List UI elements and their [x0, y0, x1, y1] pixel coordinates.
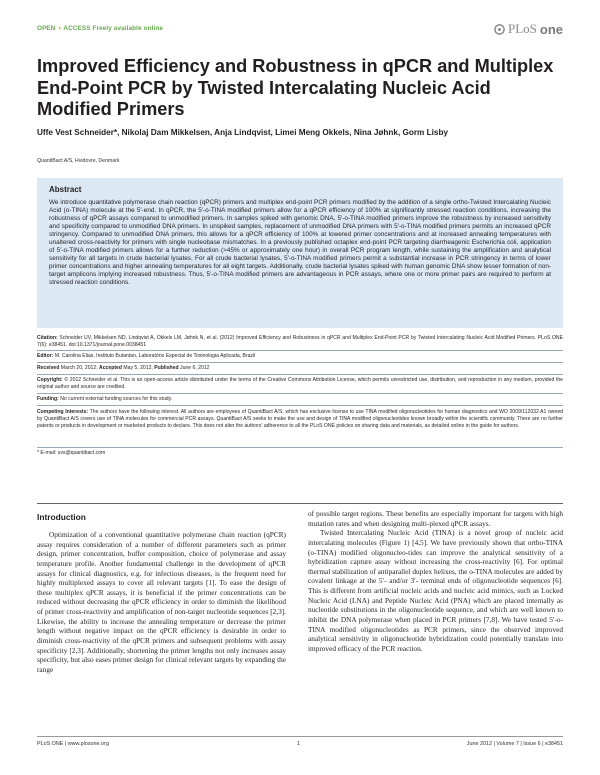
introduction-right-column: [308, 509, 563, 653]
abstract-box: [37, 178, 563, 328]
dates-line: [37, 365, 563, 372]
accepted-date: May 5, 2012;: [123, 365, 153, 371]
open-access-lock-icon: ◖: [57, 25, 62, 32]
introduction-left-column: Optimization of a conventional quantitative polymerase chain reaction (qPCR) assay requires consideration of a number of different parameters such as primer design, primer concentration, buffer composition, choice of polymerase and assay temperature profile. Another fundamental challenge in the development of qPCR assays for clinical diagnostics, e.g. for infectious diseases, is the frequent need for highly multiplexed assays to cover all relevant targets [1]. To ease the design of these multiplex qPCR assays, it is beneficial if the primer concentrations can be reduced without decreasing the qPCR efficiency in order to diminish the likelihood of primer cross-reactivity and amplification of non-target nucleotide sequences [2,3]. Likewise, the ability to increase the annealing temperature or decrease the primer length without negative impact on the qPCR efficiency is desirable in order to diminish cross-reactivity of the qPCR primers and subsequent problems with assay specificity [2,3]. Additionally, shortening the primer lengths not only increases assay specificity, but also eases primer design for clinical relevant targets by expanding the range: [37, 530, 286, 674]
editor-text: M. Carolina Elias, Instituto Butantan, Laboratório Especial de Toxinologia Aplicada, Brazil: [54, 353, 256, 359]
editor-label: Editor:: [37, 353, 54, 359]
accepted-label: Accepted: [99, 365, 122, 371]
meta-divider: [37, 405, 563, 406]
logo-one-text: one: [539, 21, 563, 37]
introduction-heading: Introduction: [37, 512, 86, 522]
abstract-text: We introduce quantitative polymerase chain reaction (qPCR) primers and multiplex end-point PCR primers modified by the addition of a single ortho-Twisted Intercalating Nucleic Acid (o-TINA) molecule at the 5′-end. In qPCR, the 5′-o-TINA modified primers allow for a qPCR efficiency of 100% at significantly stressed reaction conditions, increasing the robustness of qPCR assays compared to unmodified primers. In samples spiked with genomic DNA, 5′-o-TINA modified primers improve the robustness by increased sensitivity and specificity compared to unmodified DNA primers. In unspiked samples, replacement of unmodified DNA primers with 5′-o-TINA modified primers permits an increased qPCR stringency. Compared to unmodified DNA primers, this allows for a qPCR efficiency of 100% at lowered primer concentrations and at increased annealing temperatures with unaltered cross-reactivity for primers with single nucleobase mismatches. In a previously published octaplex end-point PCR targeting diarrheagenic Escherichia coli, application of 5′-o-TINA modified primers allows for a further reduction (>45% or approximately one hour) in overall PCR program length, while sustaining the amplification and analytical sensitivity for all targets in crude bacterial lysates. For all crude bacterial lysates, 5′-o-TINA modified primers permit a substantial increase in PCR stringency in terms of lower primer concentrations and higher annealing temperatures for all eight targets. Additionally, crude bacterial lysates spiked with human genomic DNA show lesser formation of non-target amplicons implying increased robustness. Thus, 5′-o-TINA modified primers are advantageous in PCR assays, where one or more primer pairs are required to perform at stressed reaction conditions.: [49, 199, 551, 287]
right-column-paragraph-2: Twisted Intercalating Nucleic Acid (TINA) is a novel group of nucleic acid intercalating molecules (Figure 1) [4,5]. We have previously shown that ortho-TINA (o-TINA) modified oligonucleo-tides can improve the analytical sensitivity of a hybridization capture assay without increasing the cross-reactivity [6]. For optimal thermal stabilization of antiparallel duplex helixes, the o-TINA molecules are added by covalent linkage at the 5′- and/or 3′- terminal ends of oligonucleotide sequences [6]. This is different from artificial nucleic acids and nucleic acid mimics, such as Locked Nucleic Acid (LNA) and Peptide Nucleic Acid (PNA) which are placed internally as nucleotide substitutions in the oligonucleotide sequence, and which are well known to inhibit the DNA polymerase when placed in PCR primers [7,8]. We have tested 5′-o-TINA modified oligonucleotides as PCR primers, since the observed improved analytical sensitivity in oligonucleotide hybridization could potentially translate into improved efficacy of the PCR reaction.: [308, 528, 563, 653]
email-line: [37, 450, 563, 457]
plos-logo-icon: [494, 24, 505, 35]
open-access-open-text: OPEN: [37, 25, 56, 32]
open-access-access-text: ACCESS: [63, 25, 91, 32]
competing-interests-label: Competing Interests:: [37, 409, 89, 415]
footer-divider: [37, 736, 563, 737]
funding-label: Funding:: [37, 396, 59, 402]
copyright-label: Copyright:: [37, 377, 63, 383]
meta-divider: [37, 350, 563, 351]
journal-header: [37, 22, 563, 38]
article-title: Improved Efficiency and Robustness in qPCR and Multiplex End-Point PCR by Twisted Intercalating Nucleic Acid Modified Primers: [37, 56, 554, 119]
meta-divider: [37, 447, 563, 448]
citation-label: Citation:: [37, 335, 58, 341]
corresponding-email: * E-mail: uvs@quantibact.com: [37, 450, 106, 456]
copyright-text: © 2012 Schneider et al. This is an open-access article distributed under the terms of the Creative Commons Attribution License, which permits unrestricted use, distribution, and reproduction in any medium, provided the original author and source are credited.: [37, 377, 564, 390]
meta-divider: [37, 362, 563, 363]
plos-one-logo: [494, 20, 563, 38]
footer-journal-site: PLoS ONE | www.plosone.org: [37, 741, 109, 747]
competing-interests-line: [37, 409, 563, 430]
author-affiliation: QuantiBact A/S, Hvidovre, Denmark: [37, 158, 120, 164]
logo-plos-text: PLoS: [507, 21, 537, 36]
page-number: 1: [297, 741, 300, 747]
right-column-paragraph-1: of possible target regions. These benefits are especially important for targets with high mutation rates and when designing multi-plexed qPCR assays.: [308, 509, 563, 528]
published-date: June 6, 2012: [180, 365, 210, 371]
funding-line: [37, 396, 563, 403]
author-list: Uffe Vest Schneider*, Nikolaj Dam Mikkelsen, Anja Lindqvist, Limei Meng Okkels, Nina Jøhnk, Gorm Lisby: [37, 128, 449, 137]
citation-text: Schneider UV, Mikkelsen ND, Lindqvist A, Okkels LM, Jøhnk N, et al. (2012) Improved Efficiency and Robustness in qPCR and Multiplex End-Point PCR by Twisted Intercalating Nucleic Acid Modified Primers. PLoS ONE 7(6): e38451. doi:10.1371/journal.pone.0038451: [37, 335, 563, 348]
editor-line: [37, 353, 563, 360]
funding-text: No current external funding sources for this study.: [60, 396, 173, 402]
body-divider: [37, 503, 563, 504]
competing-interests-text: The authors have the following interest. All authors are employees of QuantiBact A/S, which has exclusive license to use TINA modified oligonucleotides for human diagnostics and WO 2009/112032 A1 owned by QuantiBact A/S covers use of TINA molecules for commercial PCR assays. QuantiBact A/S seeks to make the use and design of TINA modified oligonucleotides known broadly within the scientific community. There are no further patents or products in development or marketed products to declare. This does not alter the authors' adherence to all the PLoS ONE policies on sharing data and materials, as detailed online in the guide for authors.: [37, 409, 563, 429]
received-label: Received: [37, 365, 60, 371]
freely-available-text: Freely available online: [92, 25, 163, 32]
meta-divider: [37, 374, 563, 375]
received-date: March 20, 2012;: [60, 365, 98, 371]
open-access-badge: [37, 25, 163, 32]
published-label: Published: [154, 365, 179, 371]
citation-line: [37, 335, 563, 349]
abstract-heading: Abstract: [49, 185, 82, 194]
copyright-line: [37, 377, 563, 391]
meta-divider: [37, 393, 563, 394]
footer-issue-info: June 2012 | Volume 7 | Issue 6 | e38451: [466, 741, 563, 747]
